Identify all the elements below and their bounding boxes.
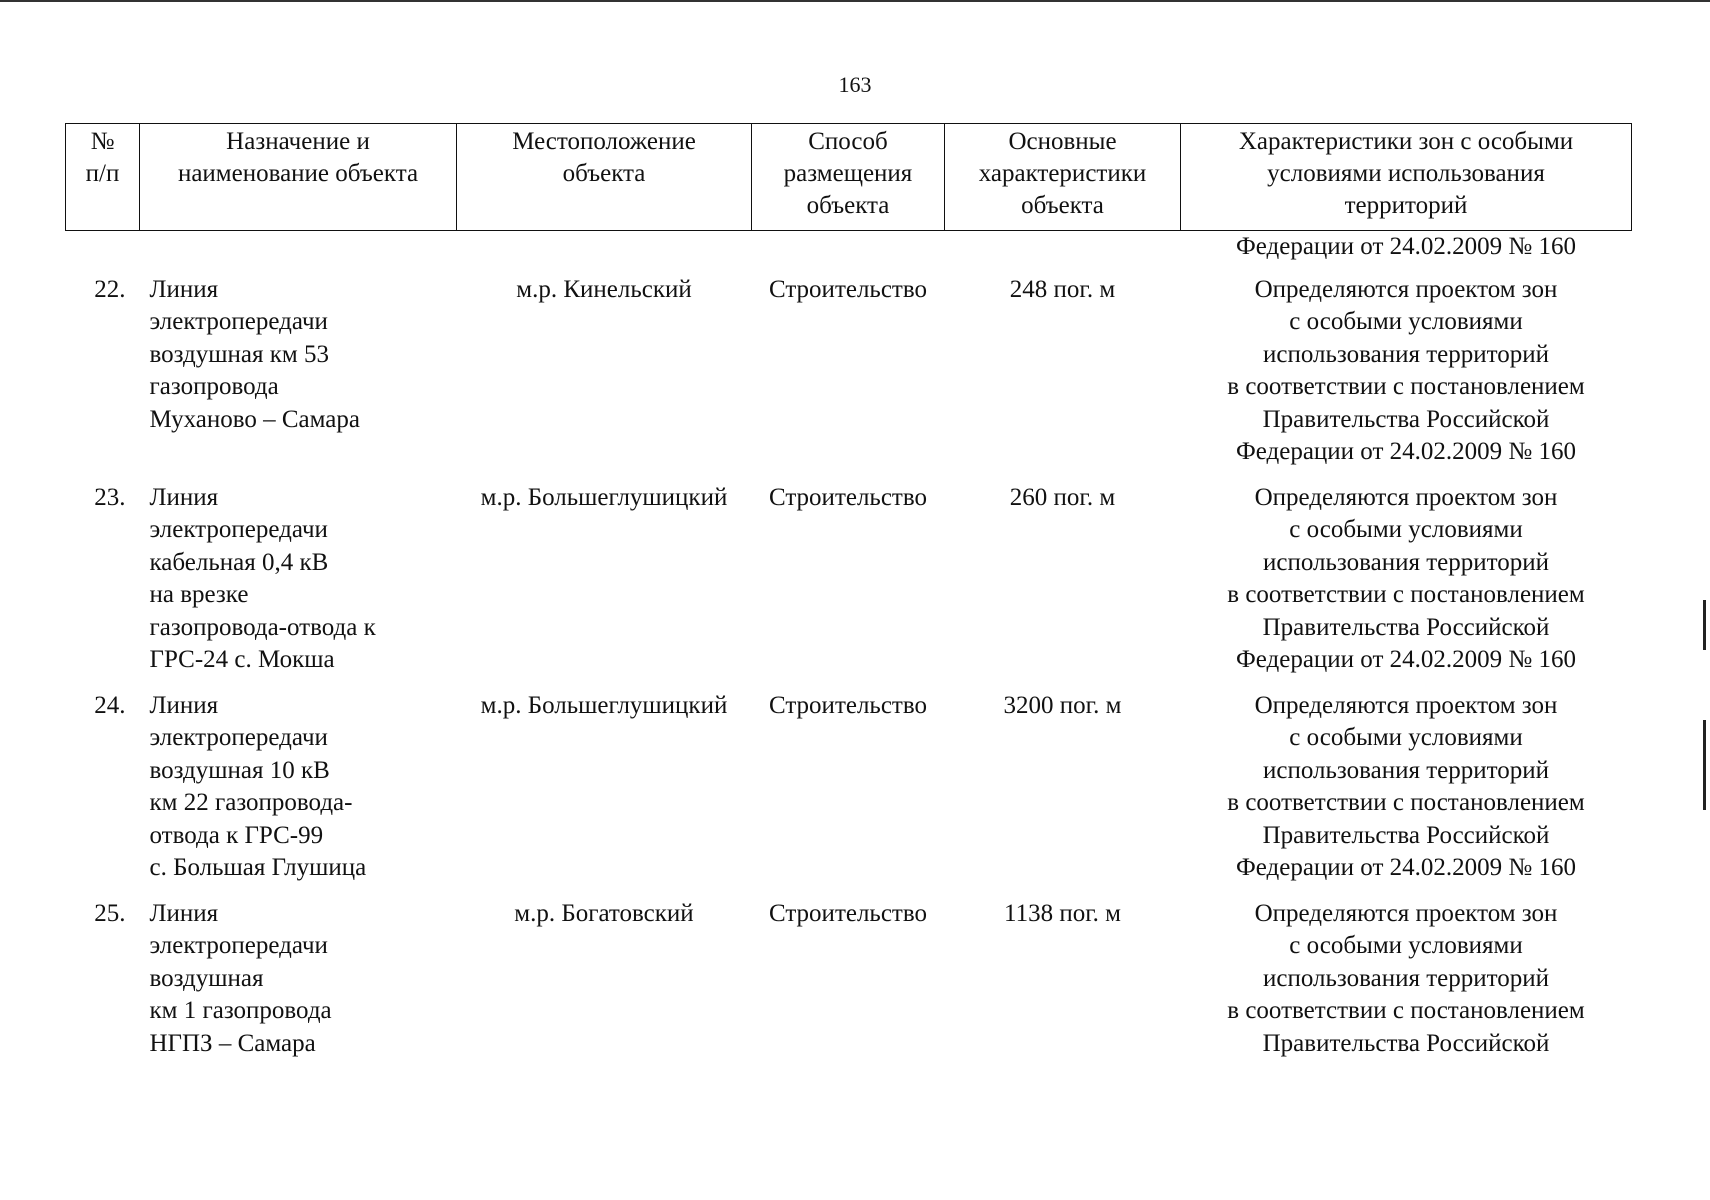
object-name-line: Линия [149,691,219,719]
header-line: объекта [1021,192,1104,219]
zones-line: с особыми условиями [1289,932,1523,959]
object-name-line: газопровода-отвода к [149,613,376,641]
header-line: территорий [1344,192,1468,219]
header-line: объекта [806,192,890,219]
object-name-line: газопровода [149,373,279,400]
zones-line: в соответствии с постановлением [1227,581,1585,608]
object-name-line: Линия [149,275,219,303]
header-location [457,124,752,231]
header-line: Основные [1008,128,1117,155]
table-row [66,274,1632,482]
zones-line: Определяются проектом зон [1254,483,1558,511]
header-line: Назначение и [226,128,370,155]
object-name-line: электропередачи [149,724,328,751]
zones-cell [1181,690,1632,898]
header-line: Способ [808,128,888,155]
header-line: Местоположение [512,128,696,155]
header-line: Характеристики зон с особыми [1238,128,1574,155]
zones-line: Федерации от 24.02.2009 № 160 [1235,438,1576,465]
header-line: характеристики [978,160,1147,187]
object-name-line: Линия [149,899,219,927]
zones-line: использования территорий [1263,340,1549,368]
method-cell: Строительство [768,899,927,927]
zones-line: использования территорий [1263,756,1549,784]
location-cell: м.р. Богатовский [514,899,694,927]
header-line: размещения [783,160,913,187]
scan-right-edge [1703,720,1706,810]
object-name-line: НГПЗ – Самара [149,1029,316,1057]
characteristics-cell: 248 пог. м [1009,275,1116,303]
object-name-cell [140,482,457,690]
zones-line: Правительства Российской [1262,821,1550,849]
zones-line: Правительства Российской [1262,1029,1550,1057]
method-cell: Строительство [768,483,927,511]
object-name-cell [140,274,457,482]
characteristics-cell: 1138 пог. м [1004,899,1121,927]
object-name-cell [140,690,457,898]
header-line: № [90,128,115,155]
header-line: п/п [85,160,120,187]
objects-table-container [65,123,1631,1073]
zones-cell [1181,898,1632,1074]
characteristics-cell: 3200 пог. м [1003,691,1122,719]
zones-line: Правительства Российской [1262,405,1550,433]
location-cell: м.р. Большеглушицкий [480,483,728,511]
zones-line: Определяются проектом зон [1254,275,1558,303]
location-cell: м.р. Большеглушицкий [480,691,728,719]
zones-line: Правительства Российской [1262,613,1550,641]
header-method [752,124,945,231]
object-name-line: Линия [149,483,219,511]
method-cell: Строительство [768,275,927,303]
object-name-line: км 1 газопровода [149,997,332,1024]
zones-line: использования территорий [1263,548,1549,576]
zones-line: в соответствии с постановлением [1227,997,1585,1024]
object-name-line: воздушная [149,964,264,992]
zones-cell [1181,274,1632,482]
continuation-text: Федерации от 24.02.2009 № 160 [1235,233,1576,260]
object-name-cell [140,898,457,1074]
object-name-line: воздушная км 53 [149,340,329,368]
object-name-line: Муханово – Самара [149,405,360,433]
characteristics-cell: 260 пог. м [1009,483,1116,511]
zones-line: в соответствии с постановлением [1227,789,1585,816]
header-num [66,124,140,231]
table-row [66,482,1632,690]
table-row [66,690,1632,898]
table-header [66,124,1632,231]
continuation-zones-cell [1181,231,1632,274]
header-line: наименование объекта [177,160,419,187]
zones-line: Федерации от 24.02.2009 № 160 [1235,646,1576,673]
zones-line: в соответствии с постановлением [1227,373,1585,400]
method-cell: Строительство [768,691,927,719]
zones-cell [1181,482,1632,690]
object-name-line: электропередачи [149,516,328,543]
scan-top-edge [0,0,1710,2]
row-number: 24. [94,691,126,719]
row-number: 22. [94,275,126,303]
header-characteristics [945,124,1181,231]
row-number: 25. [94,899,126,927]
table-body [66,231,1632,1074]
object-name-line: с. Большая Глушица [149,854,367,881]
object-name-line: ГРС-24 с. Мокша [149,646,335,673]
zones-line: Федерации от 24.02.2009 № 160 [1235,854,1576,881]
row-number: 23. [94,483,126,511]
object-name-line: кабельная 0,4 кВ [149,548,329,576]
header-line: условиями использования [1267,160,1545,187]
objects-table [65,123,1632,1073]
zones-line: Определяются проектом зон [1254,899,1558,927]
header-name [140,124,457,231]
zones-line: с особыми условиями [1289,308,1523,335]
object-name-line: отвода к ГРС-99 [149,821,324,849]
page-number: 163 [838,72,872,97]
object-name-line: электропередачи [149,932,328,959]
header-line: объекта [562,160,646,187]
object-name-line: электропередачи [149,308,328,335]
location-cell: м.р. Кинельский [516,275,692,303]
zones-line: Определяются проектом зон [1254,691,1558,719]
object-name-line: воздушная 10 кВ [149,756,330,784]
table-row [66,898,1632,1074]
zones-line: с особыми условиями [1289,724,1523,751]
zones-line: использования территорий [1263,964,1549,992]
object-name-line: км 22 газопровода- [149,789,353,816]
zones-line: с особыми условиями [1289,516,1523,543]
header-zones [1181,124,1632,231]
continuation-row [66,231,1632,274]
object-name-line: на врезке [149,581,249,608]
scan-right-edge [1703,600,1706,650]
